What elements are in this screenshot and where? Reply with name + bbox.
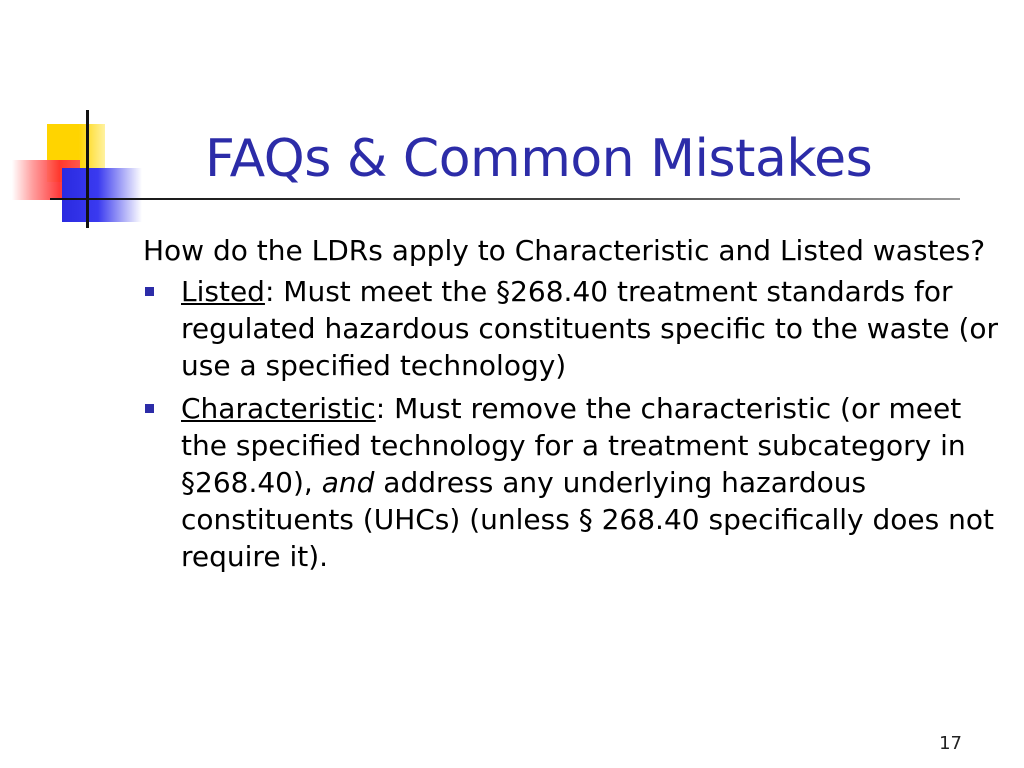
- blue-square-bullet-icon: [145, 404, 154, 413]
- bullet-term-listed: Listed: [181, 275, 265, 308]
- bullet-term-characteristic: Characteristic: [181, 392, 376, 425]
- bullet-text-characteristic-before: : Must remove the characteristic (or meet the specified technology for a treatment subcategory in §268.40),: [181, 392, 966, 499]
- slide-title: FAQs & Common Mistakes: [205, 129, 873, 189]
- bullet-listed: [143, 273, 1003, 384]
- blue-square-bullet-icon: [145, 287, 154, 296]
- overlapping-squares-logo: [0, 0, 160, 240]
- title-underline-rule: [50, 198, 960, 200]
- bullet-text-listed: : Must meet the §268.40 treatment standards for regulated hazardous constituents specific to the waste (or use a specified technology): [181, 275, 999, 382]
- slide-page-number: 17: [939, 733, 962, 754]
- slide-body: [143, 232, 1003, 581]
- bullet-list: [143, 273, 1003, 575]
- vertical-rule: [86, 110, 89, 228]
- blue-square-icon: [62, 168, 142, 222]
- bullet-text-characteristic-after: address any underlying hazardous constituents (UHCs) (unless § 268.40 specifically does not require it).: [181, 466, 994, 573]
- bullet-emphasis-and: and: [321, 466, 375, 499]
- intro-question: How do the LDRs apply to Characteristic and Listed wastes?: [143, 234, 986, 267]
- bullet-characteristic: [143, 390, 1003, 575]
